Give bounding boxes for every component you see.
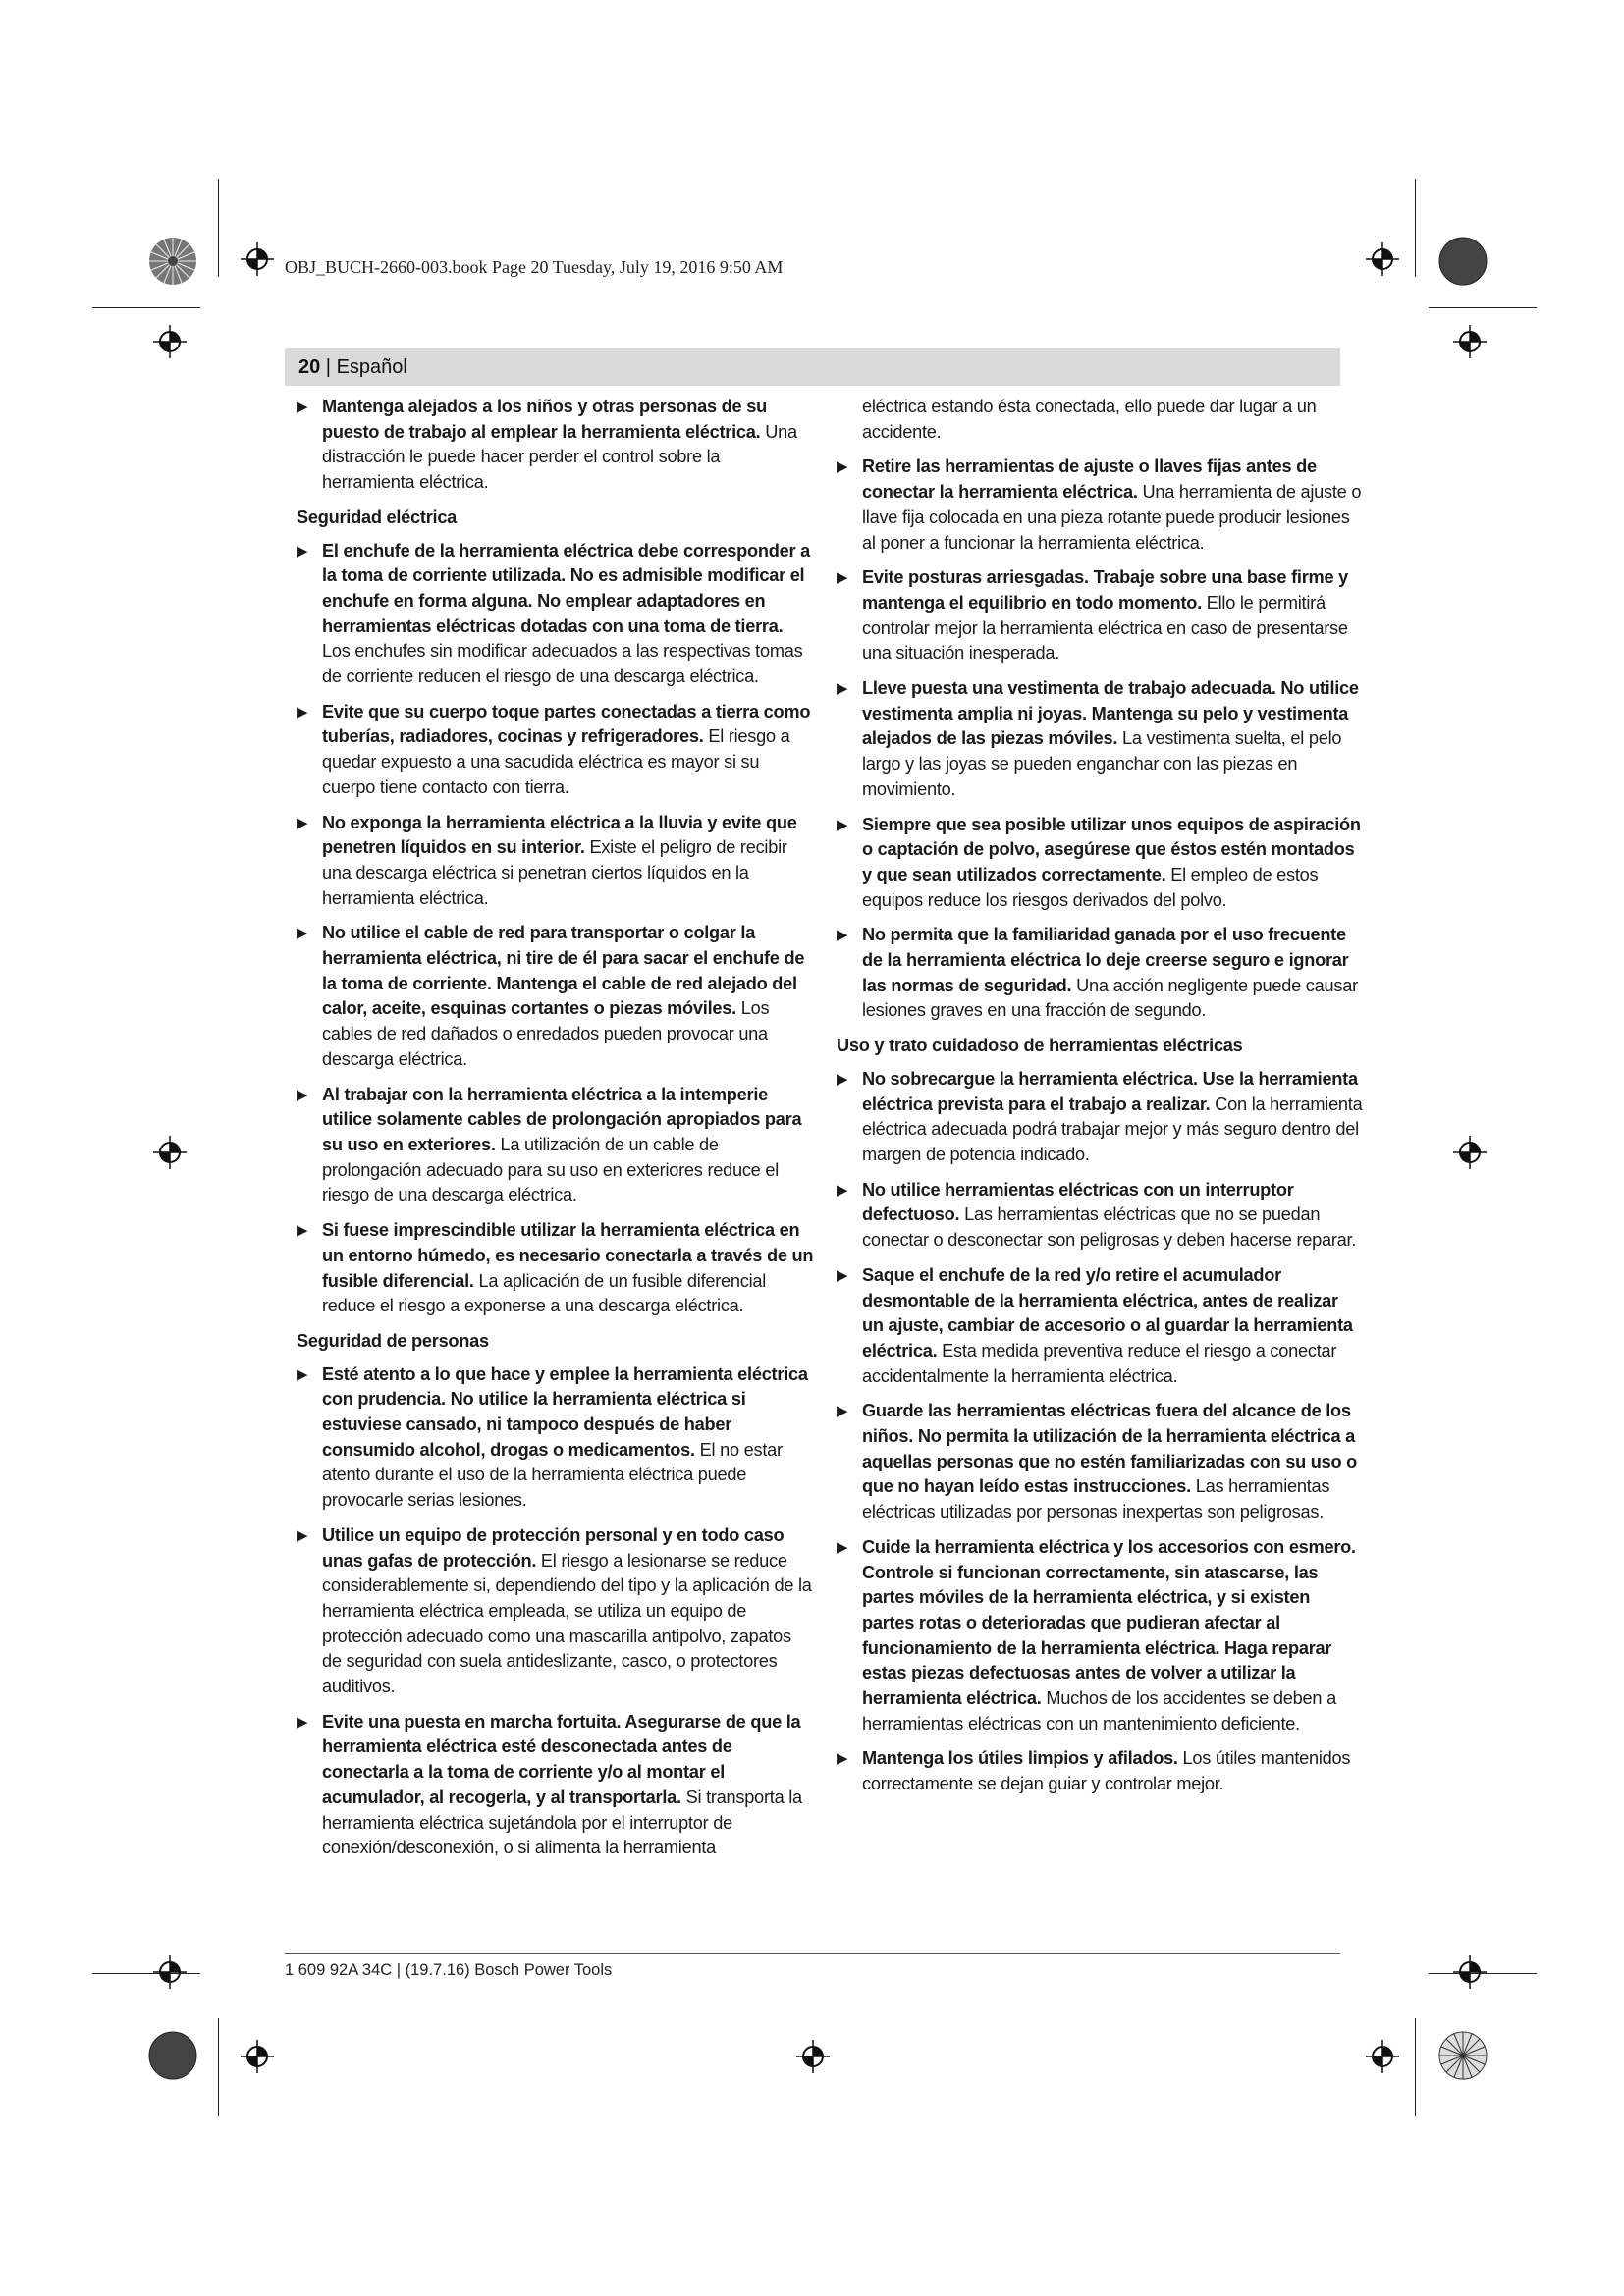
registration-mark-icon [1366,242,1399,276]
list-item [297,1218,815,1319]
item-text: Si transporta la herramienta eléctrica sujetándola por el interruptor de conexión/desconexión, o si alimenta la herramienta [322,1787,802,1858]
bullet-icon: ▶ [837,1538,848,1556]
header-language: Español [336,356,407,378]
item-bold-text: Evite una puesta en marcha fortuita. Asegurarse de que la herramienta eléctrica esté desconectada antes de conectarla a la toma de corriente y/o al montar el acumulador, al recogerla, y al transportarla. [322,1711,801,1807]
item-bold-text: No permita que la familiaridad ganada por el uso frecuente de la herramienta eléctrica lo deje creerse seguro e ignorar las normas de seguridad. [862,925,1349,995]
list-item [837,1178,1363,1254]
left-column [297,395,815,1871]
item-bold-text: No exponga la herramienta eléctrica a la lluvia y evite que penetren líquidos en su interior. [322,812,797,858]
bullet-icon: ▶ [297,1365,308,1383]
section-heading: Seguridad de personas [297,1330,489,1351]
registration-mark-icon [1366,2040,1399,2073]
footer-rule [285,1953,1340,1954]
registration-mark-icon [1453,1955,1487,1989]
item-text: Existe el peligro de recibir una descarga eléctrica si penetran ciertos líquidos en la herramienta eléctrica. [322,837,787,908]
registration-mark-icon [153,1136,187,1169]
item-bold-text: Evite posturas arriesgadas. Trabaje sobre una base firme y mantenga el equilibrio en todo momento. [862,567,1348,613]
list-item [297,811,815,912]
crop-line [1415,179,1416,277]
list-item [297,921,815,1072]
list-item [837,813,1363,914]
list-item [297,395,815,496]
bullet-icon: ▶ [837,569,848,587]
item-bold-text: El enchufe de la herramienta eléctrica debe corresponder a la toma de corriente utilizada. No es admisible modificar el enchufe en forma alguna. No emplear adaptadores en herramientas eléctricas dotadas con una toma de tierra. [322,540,810,636]
list-item [837,1535,1363,1737]
item-text: Con la herramienta eléctrica adecuada podrá trabajar mejor y más seguro dentro del margen de potencia indicado. [862,1094,1363,1164]
list-item [297,700,815,801]
item-text: Las herramientas eléctricas utilizadas por personas inexpertas son peligrosas. [862,1476,1330,1522]
header-text [298,356,407,379]
bullet-icon: ▶ [297,1086,308,1103]
bullet-icon: ▶ [297,542,308,560]
item-text: El riesgo a lesionarse se reduce considerablemente si, dependiendo del tipo y la aplicación de la herramienta eléctrica empleada, se utiliza un equipo de protección adecuado como una mascarilla antipolvo, zapatos de seguridad con suela antideslizante, casco, o protectores auditivos. [322,1550,812,1697]
registration-mark-icon [241,2040,274,2073]
page-number: 20 [298,356,321,378]
list-item [837,1263,1363,1390]
item-bold-text: Mantenga los útiles limpios y afilados. [862,1748,1178,1769]
item-bold-text: Retire las herramientas de ajuste o llaves fijas antes de conectar la herramienta eléctrica. [862,456,1317,503]
page-header [285,348,1340,386]
registration-mark-icon [1453,325,1487,358]
list-item [837,1746,1363,1796]
item-bold-text: Si fuese imprescindible utilizar la herramienta eléctrica en un entorno húmedo, es necesario conectarla a través de un fusible diferencial. [322,1220,814,1291]
item-bold-text: Esté atento a lo que hace y emplee la herramienta eléctrica con prudencia. No utilice la herramienta eléctrica si estuviese cansado, ni tampoco después de haber consumido alcohol, drogas o medicamentos. [322,1363,808,1460]
item-bold-text: Guarde las herramientas eléctricas fuera del alcance de los niños. No permita la utilización de la herramienta eléctrica a aquellas personas que no estén familiarizadas con su uso o que no hayan leído estas instrucciones. [862,1401,1357,1497]
item-bold-text: Siempre que sea posible utilizar unos equipos de aspiración o captación de polvo, asegúrese que éstos estén montados y que sean utilizados correctamente. [862,814,1361,884]
item-bold-text: Mantenga alejados a los niños y otras personas de su puesto de trabajo al emplear la herramienta eléctrica. [322,397,767,442]
section-heading: Uso y trato cuidadoso de herramientas eléctricas [837,1036,1243,1056]
right-column [837,395,1363,1807]
registration-mark-icon [241,242,274,276]
item-text: La aplicación de un fusible diferencial reduce el riesgo a exponerse a una descarga eléctrica. [322,1270,767,1316]
solid-target-icon [147,2030,198,2081]
bullet-icon: ▶ [837,1266,848,1284]
list-item [297,1523,815,1700]
header-separator: | [320,356,337,378]
star-target-icon [147,236,198,287]
bullet-icon: ▶ [297,399,308,415]
bullet-icon: ▶ [837,1403,848,1420]
list-item [837,454,1363,556]
item-bold-text: No sobrecargue la herramienta eléctrica. Use la herramienta eléctrica prevista para el trabajo a realizar. [862,1068,1358,1114]
registration-mark-icon [796,2040,830,2073]
bullet-icon: ▶ [297,703,308,721]
item-bold-text: Al trabajar con la herramienta eléctrica a la intemperie utilice solamente cables de prolongación apropiados para su uso en exteriores. [322,1084,802,1154]
list-item [837,1399,1363,1525]
bullet-icon: ▶ [297,1713,308,1731]
list-item [837,1067,1363,1168]
item-text: El no estar atento durante el uso de la herramienta eléctrica puede provocarle serias lesiones. [322,1439,783,1511]
bullet-icon: ▶ [297,925,308,942]
item-text: Una acción negligente puede causar lesiones graves en una fracción de segundo. [862,975,1358,1021]
item-bold-text: No utilice herramientas eléctricas con un interruptor defectuoso. [862,1179,1294,1225]
bullet-icon: ▶ [837,680,848,698]
item-text: Las herramientas eléctricas que no se puedan conectar o desconectar son peligrosas y deben hacerse reparar. [862,1204,1357,1251]
crop-line [218,179,219,277]
bullet-icon: ▶ [837,927,848,944]
print-slug: OBJ_BUCH-2660-003.book Page 20 Tuesday, July 19, 2016 9:50 AM [285,257,784,277]
list-item [297,539,815,690]
item-text: La vestimenta suelta, el pelo largo y las joyas se pueden enganchar con las piezas en movimiento. [862,728,1342,799]
item-text: Ello le permitirá controlar mejor la herramienta eléctrica en caso de presentarse una situación inesperada. [862,592,1348,664]
item-bold-text: No utilice el cable de red para transportar o colgar la herramienta eléctrica, ni tire de él para sacar el enchufe de la toma de corriente. Mantenga el cable de red alejado del calor, aceite, esquinas cortantes o piezas móviles. [322,923,805,1019]
bullet-icon: ▶ [837,1750,848,1768]
section-heading: Seguridad eléctrica [297,507,458,527]
item-bold-text: Lleve puesta una vestimenta de trabajo adecuada. No utilice vestimenta amplia ni joyas. Mantenga su pelo y vestimenta alejados de las piezas móviles. [862,678,1359,749]
bullet-icon: ▶ [837,1070,848,1088]
list-item [297,1710,815,1861]
item-bold-text: Evite que su cuerpo toque partes conectadas a tierra como tuberías, radiadores, cocinas y refrigeradores. [322,701,811,747]
bullet-icon: ▶ [837,458,848,476]
bullet-icon: ▶ [297,1526,308,1544]
crop-line [1415,2018,1416,2116]
star-target-icon [1437,2030,1489,2081]
registration-mark-icon [1453,1136,1487,1169]
item-text: Los útiles mantenidos correctamente se dejan guiar y controlar mejor. [862,1748,1351,1794]
bullet-icon: ▶ [297,814,308,831]
crop-line [1429,307,1537,308]
item-bold-text: Saque el enchufe de la red y/o retire el acumulador desmontable de la herramienta eléctrica, antes de realizar un ajuste, cambiar de accesorio o al guardar la herramienta eléctrica. [862,1264,1353,1361]
bullet-icon: ▶ [837,816,848,833]
list-item-continuation [837,395,1363,445]
list-item [297,1083,815,1209]
list-item [837,565,1363,667]
list-item [297,1362,815,1514]
page-footer: 1 609 92A 34C | (19.7.16) Bosch Power Tools [285,1961,613,1979]
item-text: Muchos de los accidentes se deben a herramientas eléctricas con un mantenimiento deficiente. [862,1688,1336,1734]
item-text: Los cables de red dañados o enredados pueden provocar una descarga eléctrica. [322,998,770,1069]
crop-line [218,2018,219,2116]
registration-mark-icon [153,325,187,358]
item-bold-text: Utilice un equipo de protección personal y en todo caso unas gafas de protección. [322,1524,785,1571]
item-text: eléctrica estando ésta conectada, ello puede dar lugar a un accidente. [862,397,1317,442]
list-item [837,923,1363,1024]
item-text: El riesgo a quedar expuesto a una sacudida eléctrica es mayor si su cuerpo tiene contacto con tierra. [322,726,790,797]
registration-mark-icon [153,1955,187,1989]
item-text: Esta medida preventiva reduce el riesgo a conectar accidentalmente la herramienta eléctrica. [862,1340,1337,1386]
item-text: Los enchufes sin modificar adecuados a las respectivas tomas de corriente reducen el riesgo de una descarga eléctrica. [322,641,803,687]
item-text: El empleo de estos equipos reduce los riesgos derivados del polvo. [862,864,1319,910]
solid-target-icon [1437,236,1489,287]
crop-line [92,307,200,308]
list-item [837,676,1363,803]
bullet-icon: ▶ [837,1181,848,1199]
item-text: Una distracción le puede hacer perder el control sobre la herramienta eléctrica. [322,421,797,493]
item-text: Una herramienta de ajuste o llave fija colocada en una pieza rotante puede producir lesiones al poner a funcionar la herramienta eléctrica. [862,482,1362,553]
bullet-icon: ▶ [297,1222,308,1240]
item-text: La utilización de un cable de prolongación adecuado para su uso en exteriores reduce el riesgo de una descarga eléctrica. [322,1134,780,1205]
item-bold-text: Cuide la herramienta eléctrica y los accesorios con esmero. Controle si funcionan correctamente, sin atascarse, las partes móviles de la herramienta eléctrica, y si existen partes rotas o deterioradas que pudieran afectar al funcionamiento de la herramienta eléctrica. Haga reparar estas piezas defectuosas antes de volver a utilizar la herramienta eléctrica. [862,1536,1356,1709]
